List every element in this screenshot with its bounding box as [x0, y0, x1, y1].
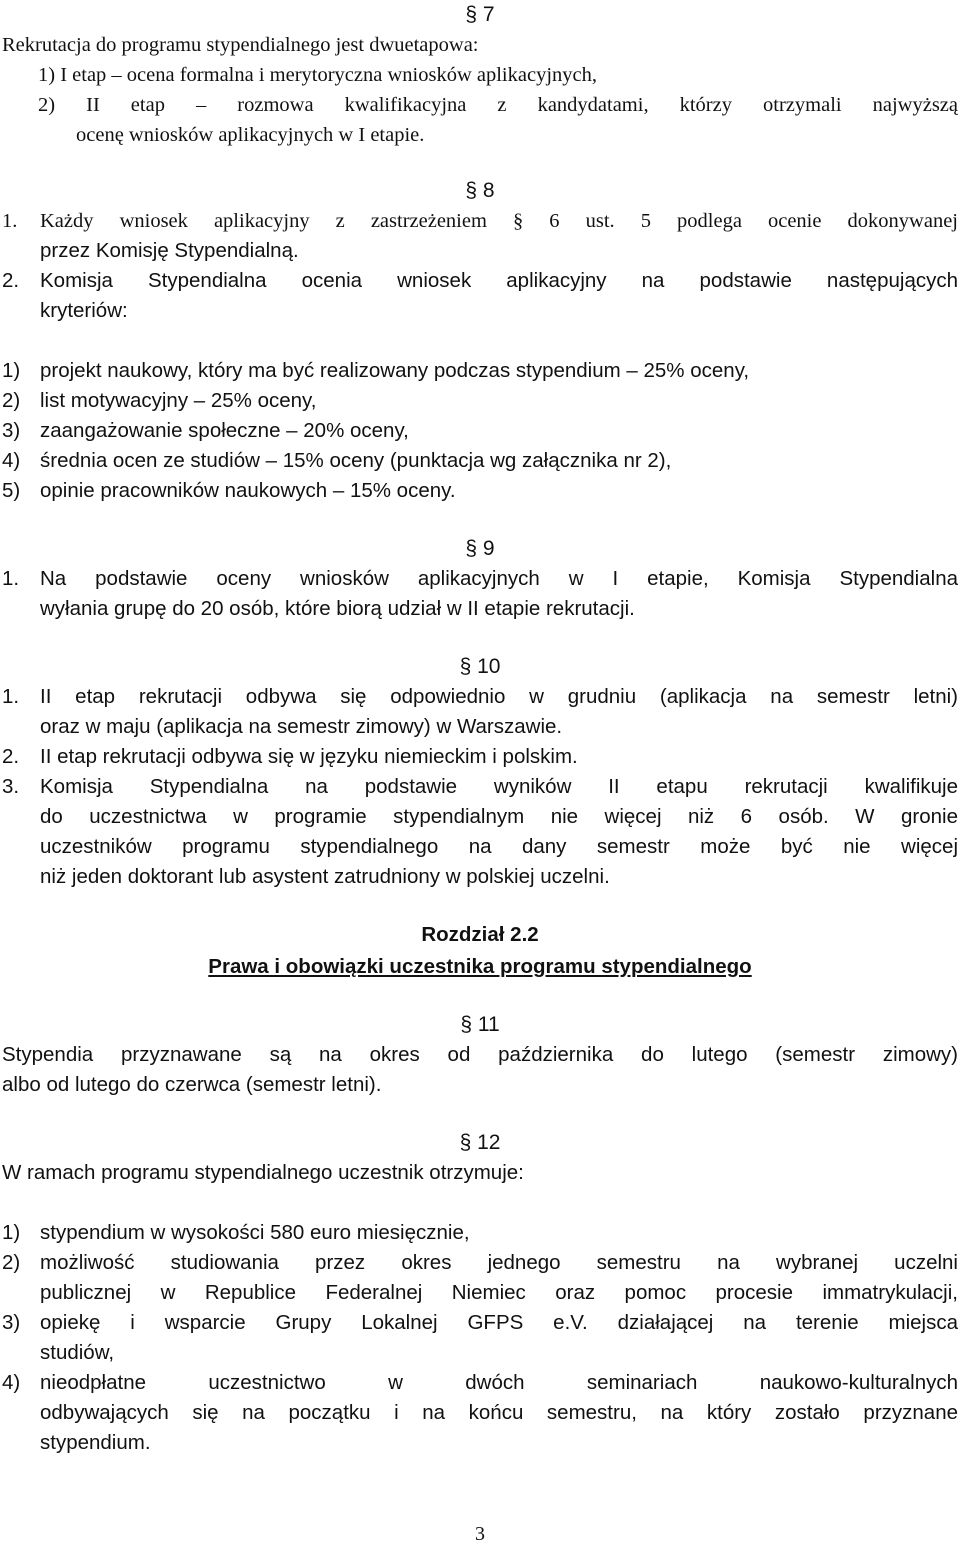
list-number: 3)	[2, 1311, 21, 1334]
section-10-body	[2, 682, 958, 892]
section-7-item-2-cont: ocenę wniosków aplikacyjnych w I etapie.	[76, 124, 425, 146]
section-11-heading: § 11	[460, 1013, 500, 1036]
section-9-heading: § 9	[465, 537, 495, 560]
list-number: 3.	[2, 775, 20, 798]
list-number: 1.	[2, 685, 20, 708]
section-10-point-3-line-2: do uczestnictwa w programie stypendialnym nie więcej niż 6 osób. W gronie	[40, 805, 958, 828]
list-item	[2, 446, 958, 476]
section-8-heading: § 8	[465, 179, 495, 202]
list-number: 2.	[2, 745, 20, 768]
benefit-2-line-2: publicznej w Republice Federalnej Niemiec oraz pomoc procesie immatrykulacji,	[40, 1281, 958, 1304]
page-number: 3	[475, 1523, 485, 1545]
list-number: 1)	[2, 359, 21, 382]
section-7-item-2: 2) II etap – rozmowa kwalifikacyjna z kandydatami, którzy otrzymali najwyższą	[38, 94, 958, 116]
section-9-line-1: Na podstawie oceny wniosków aplikacyjnych w I etapie, Komisja Stypendialna	[40, 567, 958, 590]
list-item	[2, 416, 958, 446]
list-number: 2)	[2, 389, 21, 412]
section-8-point-1-line-1: Każdy wniosek aplikacyjny z zastrzeżeniem § 6 ust. 5 podlega ocenie dokonywanej	[40, 210, 958, 232]
criterion-text: opinie pracowników naukowych – 15% oceny.	[40, 479, 456, 502]
list-item	[2, 1368, 958, 1398]
section-9-point-1	[2, 564, 958, 624]
section-10-point-3-line-3: uczestników programu stypendialnego na dany semestr może być nie więcej	[40, 835, 958, 858]
benefits-list	[2, 1218, 958, 1458]
section-7-intro: Rekrutacja do programu stypendialnego jest dwuetapowa:	[2, 34, 479, 56]
benefit-1-line-1: stypendium w wysokości 580 euro miesięcznie,	[40, 1221, 470, 1244]
list-number: 3)	[2, 419, 21, 442]
section-10-point-3-line-4: niż jeden doktorant lub asystent zatrudniony w polskiej uczelni.	[40, 865, 610, 888]
section-8-point-2-line-1: Komisja Stypendialna ocenia wniosek aplikacyjny na podstawie następujących	[40, 269, 958, 292]
list-number: 1.	[2, 210, 18, 232]
criterion-text: zaangażowanie społeczne – 20% oceny,	[40, 419, 409, 442]
list-number: 2.	[2, 269, 20, 292]
list-number: 4)	[2, 1371, 21, 1394]
section-7-body	[2, 30, 958, 150]
section-9-line-2: wyłania grupę do 20 osób, które biorą udział w II etapie rekrutacji.	[40, 597, 635, 620]
section-8-point-2-line-2: kryteriów:	[40, 299, 128, 322]
list-item	[2, 356, 958, 386]
list-item	[2, 1248, 958, 1278]
section-10-point-1-line-1: II etap rekrutacji odbywa się odpowiednio w grudniu (aplikacja na semestr letni)	[40, 685, 958, 708]
list-number: 2)	[2, 1251, 21, 1274]
list-item	[2, 1218, 958, 1248]
list-item	[2, 386, 958, 416]
benefit-4-line-2: odbywających się na początku i na końcu semestru, na który zostało przyznane	[40, 1401, 958, 1424]
list-number: 5)	[2, 479, 21, 502]
benefit-3-line-1: opiekę i wsparcie Grupy Lokalnej GFPS e.V. działającej na terenie miejsca	[40, 1311, 958, 1334]
list-number: 4)	[2, 449, 21, 472]
section-11-body	[2, 1040, 958, 1100]
section-10-point-1-line-2: oraz w maju (aplikacja na semestr zimowy) w Warszawie.	[40, 715, 563, 738]
section-8-point-1	[2, 206, 958, 266]
section-8-point-2	[2, 266, 958, 326]
section-10-heading: § 10	[459, 655, 501, 678]
list-item	[2, 476, 958, 506]
list-item	[2, 1308, 958, 1338]
list-number: 1)	[2, 1221, 21, 1244]
criterion-text: list motywacyjny – 25% oceny,	[40, 389, 317, 412]
section-12-body	[2, 1158, 958, 1188]
list-number: 1.	[2, 567, 20, 590]
section-7-item-1: 1) I etap – ocena formalna i merytoryczna wniosków aplikacyjnych,	[38, 64, 597, 86]
benefit-3-line-2: studiów,	[40, 1341, 115, 1364]
section-12-heading: § 12	[459, 1131, 501, 1154]
criteria-list	[2, 356, 958, 506]
section-11-line-1: Stypendia przyznawane są na okres od października do lutego (semestr zimowy)	[2, 1043, 958, 1066]
chapter-label: Rozdział 2.2	[421, 923, 539, 946]
section-8-point-1-line-2: przez Komisję Stypendialną.	[40, 239, 299, 262]
section-10-point-2-line-1: II etap rekrutacji odbywa się w języku niemieckim i polskim.	[40, 745, 578, 768]
section-11-line-2: albo od lutego do czerwca (semestr letni).	[2, 1073, 382, 1096]
benefit-4-line-1: nieodpłatne uczestnictwo w dwóch seminariach naukowo-kulturalnych	[40, 1371, 958, 1394]
section-12-intro: W ramach programu stypendialnego uczestnik otrzymuje:	[2, 1161, 524, 1184]
benefit-4-line-3: stypendium.	[40, 1431, 151, 1454]
section-10-point-3-line-1: Komisja Stypendialna na podstawie wyników II etapu rekrutacji kwalifikuje	[40, 775, 958, 798]
chapter-title: Prawa i obowiązki uczestnika programu stypendialnego	[208, 955, 752, 978]
criterion-text: średnia ocen ze studiów – 15% oceny (punktacja wg załącznika nr 2),	[40, 449, 672, 472]
benefit-2-line-1: możliwość studiowania przez okres jednego semestru na wybranej uczelni	[40, 1251, 958, 1274]
section-7-heading: § 7	[465, 3, 495, 26]
criterion-text: projekt naukowy, który ma być realizowany podczas stypendium – 25% oceny,	[40, 359, 750, 382]
